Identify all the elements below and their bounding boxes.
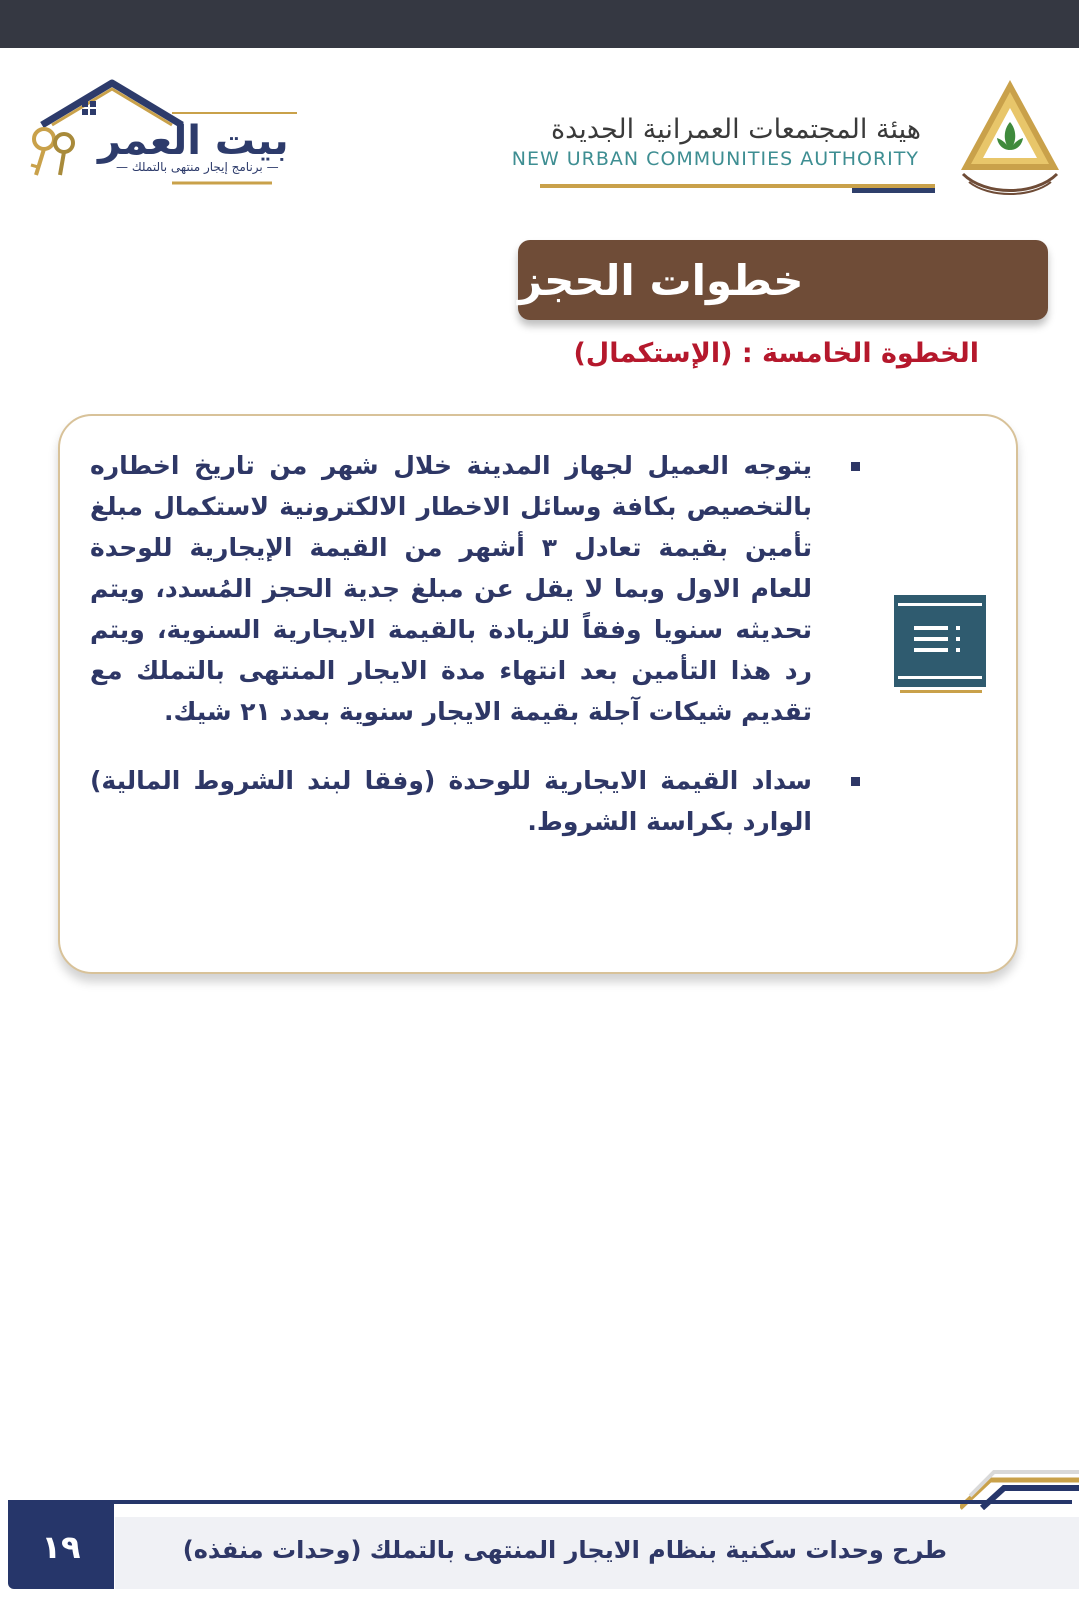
list-item: [90, 760, 860, 842]
brand-subtitle: — برنامج إيجار منتهى بالتملك —: [116, 160, 279, 174]
bullet-square-icon: [851, 777, 860, 786]
top-bar: [0, 0, 1079, 48]
brand-title: بيت العمر: [98, 118, 289, 164]
footer-top-rule: [8, 1500, 1072, 1504]
page-number: ١٩: [8, 1504, 114, 1589]
bullet-text: يتوجه العميل لجهاز المدينة خلال شهر من تاريخ اخطاره بالتخصيص بكافة وسائل الاخطار الالكترونية لاستكمال مبلغ تأمين بقيمة تعادل ٣ أشهر من القيمة الإيجارية للوحدة للعام الاول وبما لا يقل عن مبلغ جدية الحجز المُسدد، ويتم تحديثه سنويا وفقاً للزيادة بالقيمة الايجارية السنوية، ويتم رد هذا التأمين بعد انتهاء مدة الايجار المنتهى بالتملك مع تقديم شيكات آجلة بقيمة الايجار سنوية بعدد ٢١ شيك.: [90, 451, 813, 726]
nuca-emblem-icon: [955, 78, 1065, 198]
bullet-list: [90, 445, 860, 842]
authority-name-arabic: هيئة المجتمعات العمرانية الجديدة: [550, 114, 921, 145]
step-heading: الخطوة الخامسة : (الإستكمال): [573, 338, 979, 369]
authority-name-english: NEW URBAN COMMUNITIES AUTHORITY: [511, 148, 919, 170]
bullet-text: سداد القيمة الايجارية للوحدة (وفقا لبند الشروط المالية) الوارد بكراسة الشروط.: [90, 766, 812, 836]
section-title-banner: [518, 240, 1048, 320]
section-title: خطوات الحجز: [518, 255, 804, 305]
list-item: [90, 445, 860, 732]
document-list-icon: [880, 590, 1000, 710]
bullet-square-icon: [851, 462, 860, 471]
header-divider-accent: [852, 188, 935, 193]
footer-title: طرح وحدات سكنية بنظام الايجار المنتهى بالتملك (وحدات منفذه): [182, 1536, 947, 1564]
